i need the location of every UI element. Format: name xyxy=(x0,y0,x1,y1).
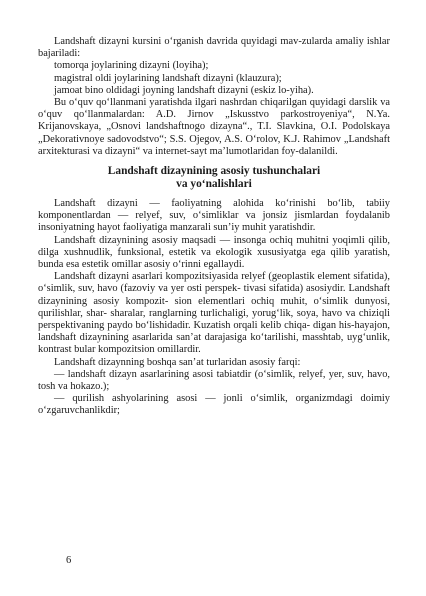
paragraph: tomorqa joylarining dizayni (loyiha); xyxy=(54,60,209,72)
paragraph: — qurilish ashyolarining asosi — jonli o‘simlik, organizmdagi doimiy o‘zgaruvchanlikdir; xyxy=(38,393,390,417)
paragraph: magistral oldi joylarining landshaft dizayni (klauzura); xyxy=(54,72,282,84)
paragraph: Landshaft dizaynning boshqa san’at turlaridan asosiy farqi: xyxy=(54,356,301,368)
section-heading-line-1: Landshaft dizaynining asosiy tushunchalari xyxy=(107,165,321,178)
body-section xyxy=(38,198,390,418)
paragraph: jamoat bino oldidagi joyning landshaft dizayni (eskiz lo-yiha). xyxy=(54,84,314,96)
page-number: 6 xyxy=(66,555,72,566)
paragraph: Landshaft dizayni — faoliyatning alohida ko‘rinishi bo‘lib, tabiiy komponentlardan — relyef, suv, o‘simliklar va jonsiz jismlardan foydalanib insoniyatning hayot faoliyatiga manzarali sun’iy muhit yaratishdir. xyxy=(38,198,390,234)
paragraph: Landshaft dizaynining asosiy maqsadi — insonga ochiq muhitni yoqimli qilib, dilga xushnudlik, funksional, estetik va ekologik xususiyatga ega qilib yaratish, bunda esa estetik omillar asosiy o‘rinni egallaydi. xyxy=(38,234,390,271)
intro-section xyxy=(38,36,390,158)
paragraph: Landshaft dizayni kursini o‘rganish davrida quyidagi mav-zularda amaliy ishlar bajariladi: xyxy=(38,36,390,60)
paragraph: Landshaft dizayni asarlari kompozitsiyasida relyef (geoplastik element sifatida), o‘simlik, suv, havo (fazoviy va yer osti perspek- tivasi sifatida) asosiydir. Landshaft dizaynining asosiy kompozit- sion elementlari ochiq muhit, o‘simlik dunyosi, qurilishlar, shar- sharalar, ranglarning turlichaligi, yorug‘lik, soya, havo va chiziqli perspektivaning paydo bo‘lishidadir. Kuzatish orqali kelib chiqa- digan his-hayajon, landshaft dizaynining asarlarida san’at darajasiga ko‘tarilishi, masshtab, uyg‘unlik, kontrast bular kompozitsion omillardir. xyxy=(38,271,390,356)
section-heading xyxy=(38,165,390,191)
document-page xyxy=(38,36,390,418)
paragraph: Bu o‘quv qo‘llanmani yaratishda ilgari nashrdan chiqarilgan quyidagi darslik va o‘quv qo‘llanmalardan: A.D. Jirnov „Iskusstvo parkostroyeniya“, N.Ya. Krijanovskaya, „Osnovi landshaftnogo dizayna“., T.I. Slavkina, O.I. Podolskaya „Dekorativnoye sadovodstvo“; S.S. Ojegov, A.S. O‘rolov, K.J. Rahimov „Landshaft arxitekturasi va dizayni“ va internet-sayt ma’lumotlaridan foy-dalanildi. xyxy=(38,97,390,157)
paragraph: — landshaft dizayn asarlarining asosi tabiatdir (o‘simlik, relyef, yer, suv, havo, tosh va hokazo.); xyxy=(38,368,390,393)
section-heading-line-2: va yo‘nalishlari xyxy=(176,178,252,191)
